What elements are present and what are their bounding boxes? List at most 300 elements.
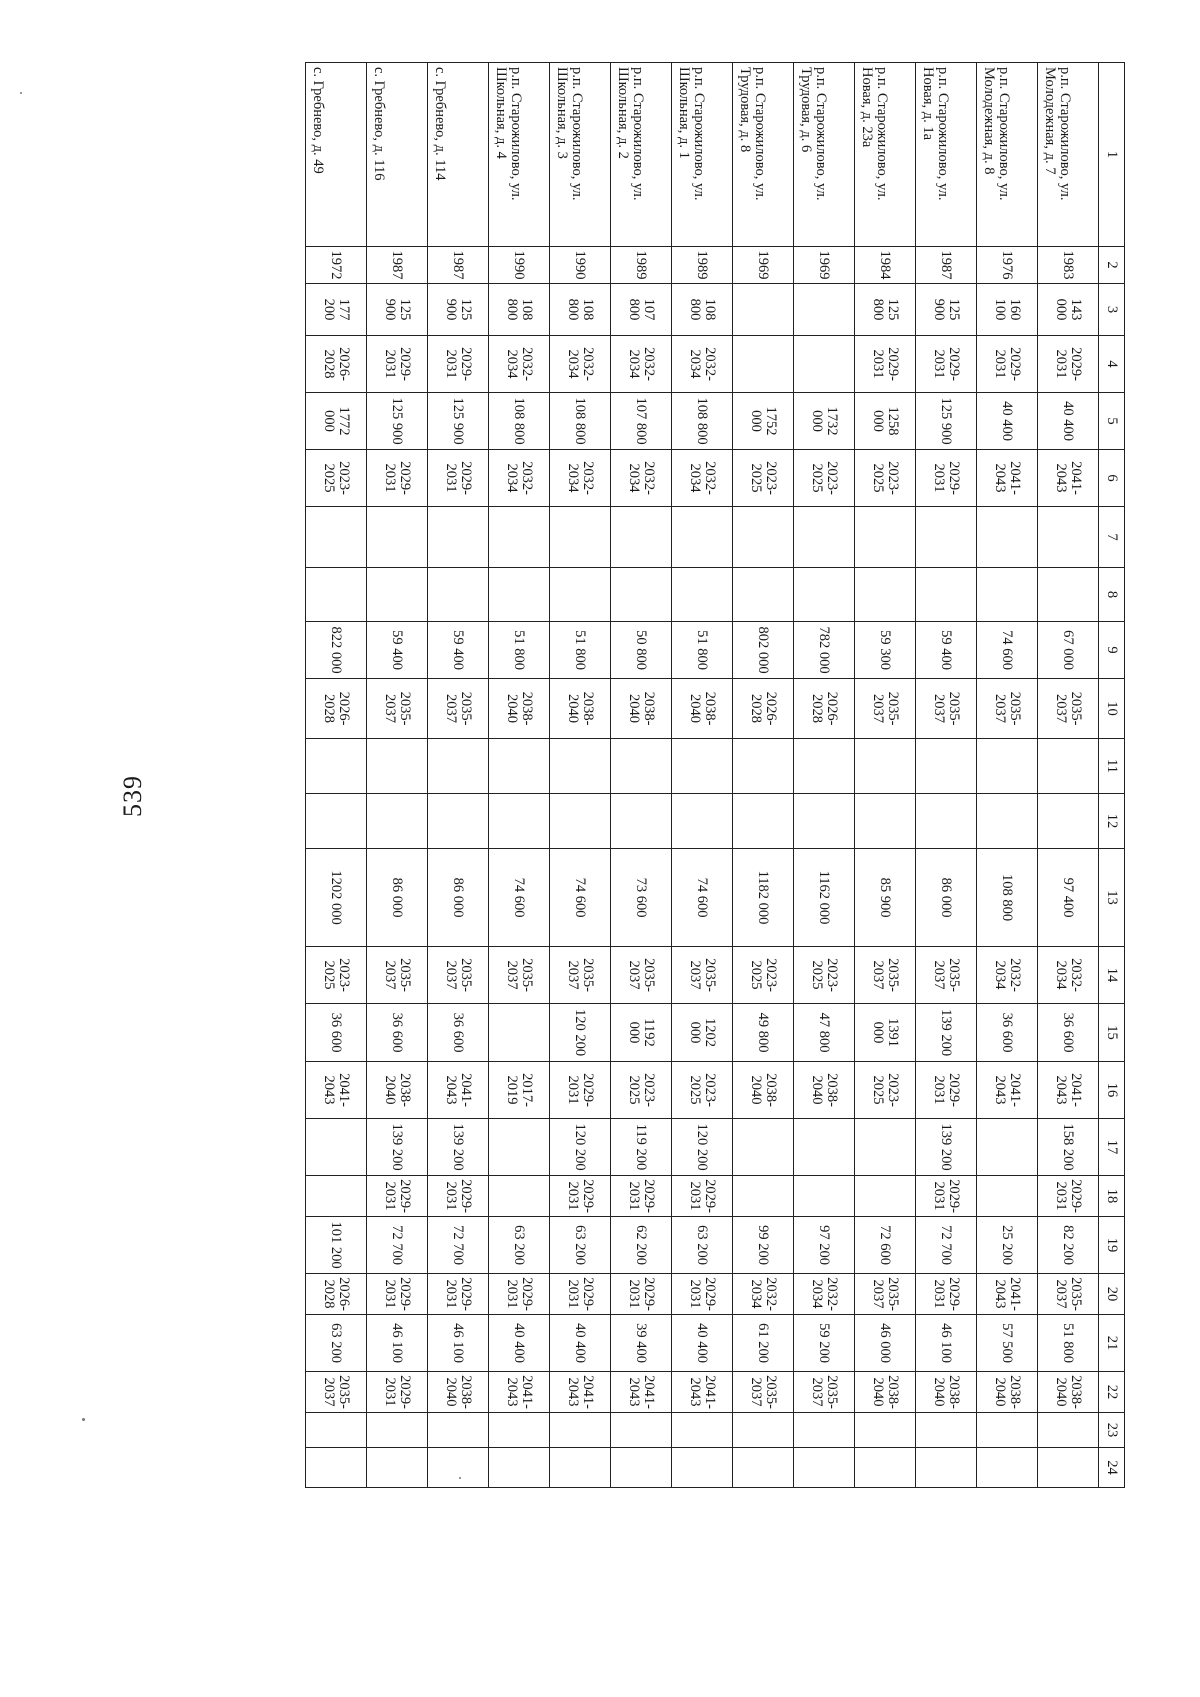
table-cell bbox=[306, 739, 367, 794]
table-cell: 2032-2034 bbox=[489, 450, 550, 507]
table-cell: 40 400 bbox=[489, 1315, 550, 1372]
table-cell: 1752 000 bbox=[733, 393, 794, 450]
table-cell: 46 100 bbox=[428, 1315, 489, 1372]
table-cell: 2041-2043 bbox=[1038, 1062, 1099, 1119]
table-cell: 62 200 bbox=[611, 1217, 672, 1274]
table-cell bbox=[733, 568, 794, 622]
table-cell: 2023-2025 bbox=[794, 450, 855, 507]
table-cell bbox=[428, 568, 489, 622]
table-cell: 47 800 bbox=[794, 1004, 855, 1062]
table-cell: 51 800 bbox=[489, 622, 550, 679]
table-cell: 40 400 bbox=[550, 1315, 611, 1372]
table-cell: 2035-2037 bbox=[428, 679, 489, 739]
column-number-header: 11 bbox=[1099, 739, 1125, 794]
table-cell bbox=[916, 739, 977, 794]
table-cell: 61 200 bbox=[733, 1315, 794, 1372]
table-cell: 2023-2025 bbox=[855, 1062, 916, 1119]
table-cell bbox=[672, 507, 733, 568]
table-cell: 1732 000 bbox=[794, 393, 855, 450]
table-cell bbox=[794, 794, 855, 849]
table-cell: 59 400 bbox=[367, 622, 428, 679]
table-cell: 125 900 bbox=[428, 393, 489, 450]
table-row bbox=[977, 63, 1038, 1488]
address-cell: р.п. Старожилово, ул. Школьная, д. 2 bbox=[611, 63, 672, 247]
table-cell: 139 200 bbox=[367, 1119, 428, 1176]
table-cell: 36 600 bbox=[977, 1004, 1038, 1062]
table-cell: 99 200 bbox=[733, 1217, 794, 1274]
column-number-header: 13 bbox=[1099, 849, 1125, 947]
table-cell: 2038-2040 bbox=[428, 1372, 489, 1413]
table-cell bbox=[367, 1413, 428, 1448]
table-cell: 2023-2025 bbox=[672, 1062, 733, 1119]
table-cell: 822 000 bbox=[306, 622, 367, 679]
table-cell bbox=[672, 568, 733, 622]
table-cell bbox=[672, 1448, 733, 1488]
table-cell: 2041-2043 bbox=[611, 1372, 672, 1413]
table-cell: 51 800 bbox=[550, 622, 611, 679]
table-cell: 2029-2031 bbox=[367, 450, 428, 507]
column-number-header: 3 bbox=[1099, 284, 1125, 336]
table-cell bbox=[794, 336, 855, 393]
table-cell bbox=[916, 794, 977, 849]
table-cell: 2038-2040 bbox=[672, 679, 733, 739]
table-cell bbox=[611, 568, 672, 622]
table-cell bbox=[855, 1176, 916, 1217]
table-cell: 72 600 bbox=[855, 1217, 916, 1274]
table-cell: 802 000 bbox=[733, 622, 794, 679]
table-cell: 108 800 bbox=[977, 849, 1038, 947]
scan-speck bbox=[20, 92, 22, 94]
table-cell: 2029-2031 bbox=[611, 1176, 672, 1217]
table-cell: 2029-2031 bbox=[672, 1274, 733, 1315]
table-cell: 2035-2037 bbox=[367, 679, 428, 739]
table-cell bbox=[733, 507, 794, 568]
table-row bbox=[672, 63, 733, 1488]
table-cell: 2032-2034 bbox=[977, 947, 1038, 1004]
column-number-header: 19 bbox=[1099, 1217, 1125, 1274]
table-cell: 1969 bbox=[733, 247, 794, 284]
table-cell bbox=[977, 1119, 1038, 1176]
table-cell: 57 500 bbox=[977, 1315, 1038, 1372]
table-cell: 1987 bbox=[916, 247, 977, 284]
table-cell bbox=[611, 507, 672, 568]
table-cell: 2029-2031 bbox=[855, 336, 916, 393]
table-cell: 2026-2028 bbox=[306, 679, 367, 739]
table-cell: 2029-2031 bbox=[428, 1274, 489, 1315]
address-cell: р.п. Старожилово, ул. Школьная, д. 3 bbox=[550, 63, 611, 247]
table-cell bbox=[367, 568, 428, 622]
table-cell: 85 900 bbox=[855, 849, 916, 947]
table-cell: 40 400 bbox=[672, 1315, 733, 1372]
column-number-header: 24 bbox=[1099, 1448, 1125, 1488]
table-cell bbox=[428, 507, 489, 568]
table-cell: 82 200 bbox=[1038, 1217, 1099, 1274]
table-cell: 2038-2040 bbox=[611, 679, 672, 739]
table-cell: 73 600 bbox=[611, 849, 672, 947]
table-cell bbox=[794, 1448, 855, 1488]
table-cell: 46 000 bbox=[855, 1315, 916, 1372]
table-cell: 108 800 bbox=[550, 393, 611, 450]
table-cell bbox=[977, 507, 1038, 568]
table-cell bbox=[550, 739, 611, 794]
table-cell bbox=[489, 507, 550, 568]
table-row bbox=[855, 63, 916, 1488]
table-cell bbox=[367, 507, 428, 568]
table-cell: 119 200 bbox=[611, 1119, 672, 1176]
table-cell: 2029-2031 bbox=[550, 1274, 611, 1315]
table-row bbox=[733, 63, 794, 1488]
table-cell: 97 400 bbox=[1038, 849, 1099, 947]
column-number-header: 8 bbox=[1099, 568, 1125, 622]
table-cell bbox=[489, 1119, 550, 1176]
table-cell: 2035-2037 bbox=[916, 679, 977, 739]
column-number-header: 4 bbox=[1099, 336, 1125, 393]
table-cell: 125 900 bbox=[916, 393, 977, 450]
table-cell: 63 200 bbox=[306, 1315, 367, 1372]
table-cell: 2029-2031 bbox=[1038, 1176, 1099, 1217]
table-cell: 2041-2043 bbox=[428, 1062, 489, 1119]
table-cell bbox=[1038, 794, 1099, 849]
table-cell bbox=[794, 1119, 855, 1176]
table-cell bbox=[306, 1413, 367, 1448]
table-cell: 39 400 bbox=[611, 1315, 672, 1372]
table-cell: 2038-2040 bbox=[489, 679, 550, 739]
table-cell bbox=[1038, 1448, 1099, 1488]
table-cell bbox=[550, 507, 611, 568]
table-cell bbox=[977, 1448, 1038, 1488]
table-cell: 2041-2043 bbox=[672, 1372, 733, 1413]
repair-schedule-table bbox=[305, 62, 1125, 1488]
table-cell: 2023-2025 bbox=[611, 1062, 672, 1119]
scan-speck bbox=[82, 1418, 85, 1421]
table-cell bbox=[428, 1448, 489, 1488]
column-number-header: 16 bbox=[1099, 1062, 1125, 1119]
table-cell bbox=[489, 794, 550, 849]
table-cell: 2029-2031 bbox=[916, 450, 977, 507]
column-number-header: 17 bbox=[1099, 1119, 1125, 1176]
page-number: 539 bbox=[118, 775, 147, 817]
table-cell: 36 600 bbox=[367, 1004, 428, 1062]
table-cell: 125 900 bbox=[428, 284, 489, 336]
table-cell: 2035-2037 bbox=[855, 679, 916, 739]
table-cell: 2038-2040 bbox=[794, 1062, 855, 1119]
table-cell: 2029-2031 bbox=[916, 1062, 977, 1119]
table-cell: 2026-2028 bbox=[306, 336, 367, 393]
table-cell bbox=[855, 568, 916, 622]
table-cell bbox=[672, 1413, 733, 1448]
table-cell: 2035-2037 bbox=[611, 947, 672, 1004]
table-cell bbox=[733, 739, 794, 794]
table-cell: 108 800 bbox=[550, 284, 611, 336]
table-cell: 86 000 bbox=[367, 849, 428, 947]
table-cell: 36 600 bbox=[1038, 1004, 1099, 1062]
table-cell: 63 200 bbox=[550, 1217, 611, 1274]
table-cell: 2023-2025 bbox=[733, 947, 794, 1004]
table-cell: 36 600 bbox=[428, 1004, 489, 1062]
table-cell: 2035-2037 bbox=[672, 947, 733, 1004]
table-cell: 2029-2031 bbox=[550, 1062, 611, 1119]
table-cell: 2029-2031 bbox=[367, 1176, 428, 1217]
column-number-header: 18 bbox=[1099, 1176, 1125, 1217]
table-cell: 2035-2037 bbox=[428, 947, 489, 1004]
table-cell bbox=[855, 1119, 916, 1176]
column-number-header: 22 bbox=[1099, 1372, 1125, 1413]
table-cell: 2029-2031 bbox=[977, 336, 1038, 393]
table-cell: 72 700 bbox=[916, 1217, 977, 1274]
table-cell: 2032-2034 bbox=[672, 450, 733, 507]
table-cell bbox=[733, 336, 794, 393]
table-cell: 1391 000 bbox=[855, 1004, 916, 1062]
table-cell bbox=[855, 1448, 916, 1488]
table-cell: 782 000 bbox=[794, 622, 855, 679]
table-cell: 2029-2031 bbox=[672, 1176, 733, 1217]
table-cell: 63 200 bbox=[672, 1217, 733, 1274]
table-cell bbox=[306, 794, 367, 849]
table-cell bbox=[855, 739, 916, 794]
table-cell: 2035-2037 bbox=[306, 1372, 367, 1413]
table-cell bbox=[1038, 568, 1099, 622]
table-cell: 2032-2034 bbox=[611, 450, 672, 507]
address-cell: р.п. Старожилово, ул. Школьная, д. 4 bbox=[489, 63, 550, 247]
table-cell bbox=[428, 1413, 489, 1448]
table-cell: 86 000 bbox=[428, 849, 489, 947]
table-cell: 108 800 bbox=[489, 284, 550, 336]
table-cell: 139 200 bbox=[916, 1119, 977, 1176]
table-cell: 1990 bbox=[550, 247, 611, 284]
table-cell bbox=[428, 794, 489, 849]
table-cell: 2029-2031 bbox=[367, 1274, 428, 1315]
table-cell: 107 800 bbox=[611, 393, 672, 450]
table-cell bbox=[489, 739, 550, 794]
table-cell: 2032-2034 bbox=[550, 336, 611, 393]
table-cell: 2038-2040 bbox=[916, 1372, 977, 1413]
table-cell: 1989 bbox=[672, 247, 733, 284]
table-cell bbox=[733, 794, 794, 849]
table-cell: 2029-2031 bbox=[489, 1274, 550, 1315]
address-cell: с. Гребнево, д. 49 bbox=[306, 63, 367, 247]
table-cell: 51 800 bbox=[672, 622, 733, 679]
table-cell: 2041-2043 bbox=[1038, 450, 1099, 507]
table-cell bbox=[855, 794, 916, 849]
table-cell bbox=[489, 1004, 550, 1062]
table-cell: 2041-2043 bbox=[489, 1372, 550, 1413]
table-cell: 51 800 bbox=[1038, 1315, 1099, 1372]
table-body bbox=[306, 63, 1099, 1488]
column-number-header: 2 bbox=[1099, 247, 1125, 284]
table-cell bbox=[794, 1413, 855, 1448]
table-cell: 2032-2034 bbox=[550, 450, 611, 507]
table-cell: 59 300 bbox=[855, 622, 916, 679]
table-cell bbox=[611, 1448, 672, 1488]
table-cell: 1202 000 bbox=[672, 1004, 733, 1062]
address-cell: р.п. Старожилово, ул. Молодежная, д. 7 bbox=[1038, 63, 1099, 247]
table-cell bbox=[794, 739, 855, 794]
table-cell: 74 600 bbox=[489, 849, 550, 947]
table-cell bbox=[977, 794, 1038, 849]
table-cell: 2035-2037 bbox=[733, 1372, 794, 1413]
table-row bbox=[489, 63, 550, 1488]
column-number-header: 23 bbox=[1099, 1413, 1125, 1448]
table-cell: 2029-2031 bbox=[1038, 336, 1099, 393]
table-cell: 49 800 bbox=[733, 1004, 794, 1062]
table-cell bbox=[367, 739, 428, 794]
table-cell: 59 400 bbox=[916, 622, 977, 679]
table-cell: 2032-2034 bbox=[794, 1274, 855, 1315]
table-cell bbox=[550, 568, 611, 622]
table-cell: 2035-2037 bbox=[550, 947, 611, 1004]
table-cell: 1987 bbox=[428, 247, 489, 284]
table-row bbox=[916, 63, 977, 1488]
table-cell: 74 600 bbox=[550, 849, 611, 947]
table-cell: 107 800 bbox=[611, 284, 672, 336]
table-cell: 2035-2037 bbox=[855, 947, 916, 1004]
table-cell: 2029-2031 bbox=[428, 336, 489, 393]
table-cell: 1182 000 bbox=[733, 849, 794, 947]
table-cell: 2032-2034 bbox=[489, 336, 550, 393]
table-cell bbox=[489, 1448, 550, 1488]
table-row bbox=[306, 63, 367, 1488]
table-cell: 2038-2040 bbox=[550, 679, 611, 739]
column-number-header: 10 bbox=[1099, 679, 1125, 739]
table-cell: 139 200 bbox=[428, 1119, 489, 1176]
table-cell: 177 200 bbox=[306, 284, 367, 336]
table-cell bbox=[855, 1413, 916, 1448]
table-cell: 63 200 bbox=[489, 1217, 550, 1274]
table-cell: 72 700 bbox=[367, 1217, 428, 1274]
table-cell: 2035-2037 bbox=[489, 947, 550, 1004]
table-cell: 1983 bbox=[1038, 247, 1099, 284]
table-cell bbox=[611, 1413, 672, 1448]
column-number-row bbox=[1099, 63, 1125, 1488]
table-cell: 40 400 bbox=[1038, 393, 1099, 450]
table-cell: 1984 bbox=[855, 247, 916, 284]
table-cell: 59 200 bbox=[794, 1315, 855, 1372]
table-cell: 2032-2034 bbox=[733, 1274, 794, 1315]
table-cell: 2032-2034 bbox=[1038, 947, 1099, 1004]
table-cell: 2029-2031 bbox=[428, 1176, 489, 1217]
column-number-header: 7 bbox=[1099, 507, 1125, 568]
table-cell bbox=[306, 507, 367, 568]
table-cell: 1969 bbox=[794, 247, 855, 284]
table-cell: 160 100 bbox=[977, 284, 1038, 336]
table-cell: 2038-2040 bbox=[977, 1372, 1038, 1413]
table-cell: 2035-2037 bbox=[855, 1274, 916, 1315]
table-cell bbox=[1038, 1413, 1099, 1448]
column-number-header: 21 bbox=[1099, 1315, 1125, 1372]
table-row bbox=[367, 63, 428, 1488]
table-cell: 2023-2025 bbox=[794, 947, 855, 1004]
table-cell: 1772 000 bbox=[306, 393, 367, 450]
table-cell: 1976 bbox=[977, 247, 1038, 284]
address-cell: с. Гребнево, д. 114 bbox=[428, 63, 489, 247]
table-cell: 2026-2028 bbox=[306, 1274, 367, 1315]
table-cell bbox=[794, 568, 855, 622]
table-cell: 1990 bbox=[489, 247, 550, 284]
table-cell: 46 100 bbox=[916, 1315, 977, 1372]
table-cell bbox=[1038, 739, 1099, 794]
table-cell: 2035-2037 bbox=[916, 947, 977, 1004]
table-cell: 2035-2037 bbox=[977, 679, 1038, 739]
column-number-header: 15 bbox=[1099, 1004, 1125, 1062]
table-cell bbox=[672, 739, 733, 794]
table-row bbox=[611, 63, 672, 1488]
table-cell: 2029-2031 bbox=[611, 1274, 672, 1315]
table-cell bbox=[1038, 507, 1099, 568]
table-cell bbox=[550, 1413, 611, 1448]
table-cell bbox=[306, 1119, 367, 1176]
table-cell: 108 800 bbox=[489, 393, 550, 450]
table-cell: 25 200 bbox=[977, 1217, 1038, 1274]
column-number-header: 20 bbox=[1099, 1274, 1125, 1315]
table-cell bbox=[550, 1448, 611, 1488]
table-cell: 2029-2031 bbox=[916, 1274, 977, 1315]
table-cell bbox=[550, 794, 611, 849]
table-cell: 2035-2037 bbox=[1038, 679, 1099, 739]
table-cell: 86 000 bbox=[916, 849, 977, 947]
table-cell bbox=[306, 568, 367, 622]
table-cell bbox=[916, 1413, 977, 1448]
table-cell bbox=[977, 1176, 1038, 1217]
table-cell bbox=[611, 739, 672, 794]
table-cell: 1987 bbox=[367, 247, 428, 284]
address-cell: р.п. Старожилово, ул. Школьная, д. 1 bbox=[672, 63, 733, 247]
table-cell: 2041-2043 bbox=[977, 1274, 1038, 1315]
table-cell: 120 200 bbox=[672, 1119, 733, 1176]
table-row bbox=[1038, 63, 1099, 1488]
column-number-header: 9 bbox=[1099, 622, 1125, 679]
table-cell bbox=[977, 568, 1038, 622]
table-cell bbox=[733, 1176, 794, 1217]
table-cell bbox=[794, 1176, 855, 1217]
table-cell: 1972 bbox=[306, 247, 367, 284]
table-cell: 120 200 bbox=[550, 1004, 611, 1062]
table-cell bbox=[916, 1448, 977, 1488]
table-cell bbox=[916, 568, 977, 622]
table-cell bbox=[855, 507, 916, 568]
table-cell: 2041-2043 bbox=[550, 1372, 611, 1413]
table-cell bbox=[794, 507, 855, 568]
table-cell: 143 000 bbox=[1038, 284, 1099, 336]
table-cell: 2029-2031 bbox=[916, 1176, 977, 1217]
table-cell: 2023-2025 bbox=[306, 947, 367, 1004]
table-cell bbox=[367, 794, 428, 849]
rotated-table-container bbox=[305, 62, 1125, 1488]
table-cell: 59 400 bbox=[428, 622, 489, 679]
table-cell: 2041-2043 bbox=[977, 450, 1038, 507]
table-cell: 2029-2031 bbox=[428, 450, 489, 507]
column-number-header: 5 bbox=[1099, 393, 1125, 450]
table-cell: 2029-2031 bbox=[367, 1372, 428, 1413]
table-cell bbox=[489, 1413, 550, 1448]
table-cell: 50 800 bbox=[611, 622, 672, 679]
table-cell: 125 900 bbox=[916, 284, 977, 336]
table-cell: 40 400 bbox=[977, 393, 1038, 450]
table-cell bbox=[306, 1448, 367, 1488]
table-cell: 97 200 bbox=[794, 1217, 855, 1274]
table-cell: 2023-2025 bbox=[855, 450, 916, 507]
table-cell: 2026-2028 bbox=[794, 679, 855, 739]
table-cell: 158 200 bbox=[1038, 1119, 1099, 1176]
address-cell: с. Гребнево, д. 116 bbox=[367, 63, 428, 247]
table-cell bbox=[367, 1448, 428, 1488]
table-cell: 108 800 bbox=[672, 393, 733, 450]
table-cell bbox=[733, 1413, 794, 1448]
table-cell: 2035-2037 bbox=[367, 947, 428, 1004]
table-cell bbox=[489, 568, 550, 622]
table-cell: 1192 000 bbox=[611, 1004, 672, 1062]
table-cell: 2029-2031 bbox=[916, 336, 977, 393]
table-cell bbox=[977, 739, 1038, 794]
